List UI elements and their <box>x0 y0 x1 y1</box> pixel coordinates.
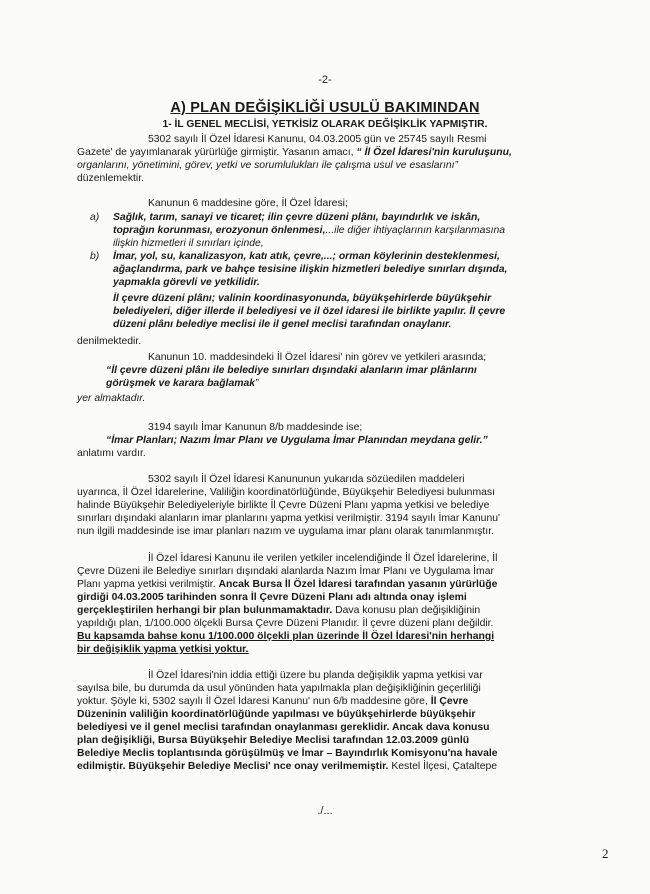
p1-line2-text: Gazete' de yayımlanarak yürürlüğe girmiştir. Yasanın amacı, <box>77 147 357 158</box>
p2-b-line1: İmar, yol, su, kanalizasyon, katı atık, çevre,...; orman köylerinin desteklenmesi, <box>113 251 500 262</box>
p7-line5-bold: belediyesi ve il genel meclisi tarafından onaylanması gereklidir. <box>77 722 390 733</box>
p6-line3 <box>77 579 497 591</box>
p6-line3-text: Planı yapma yetkisi verilmiştir. <box>77 579 219 590</box>
p6-line8: bir değişiklik yapma yetkisi yoktur. <box>77 644 249 655</box>
p2-a-line2 <box>113 225 505 237</box>
p5-line5: nun ilgili maddesinde ise imar planları nazım ve uygulama imar planı olarak tanımlanmıştır. <box>77 526 494 537</box>
p7-line8 <box>77 761 497 773</box>
p3-end: yer almaktadır. <box>77 393 146 404</box>
p3-quote-line1: “İl çevre düzeni plânı ile belediye sınırları dışındaki alanların imar plânlarını <box>106 365 477 376</box>
p4-quote: “İmar Planları; Nazım İmar Planı ve Uygulama İmar Planından meydana gelir.” <box>106 435 488 446</box>
p3-quote-line2 <box>106 378 258 390</box>
p6-line5-text: Dava konusu plan değişikliğinin <box>332 605 481 616</box>
p1-line1: 5302 sayılı İl Özel İdaresi Kanunu, 04.03.2005 gün ve 25745 sayılı Resmi <box>148 134 487 145</box>
p5-line3: halinde Büyükşehir Belediyeleriyle birlikte İl Çevre Düzeni Planı yapma yetkisi ve belediye <box>77 500 490 511</box>
list-marker-a: a) <box>90 212 100 223</box>
p6-line5 <box>77 605 480 617</box>
p7-line6: plan değişikliği, Bursa Büyükşehir Belediye Meclisi tarafından 12.03.2009 günlü <box>77 735 470 746</box>
p2-b-line2: ağaçlandırma, park ve bahçe tesisine ilişkin hizmetleri belediye sınırları dışında, <box>113 264 508 275</box>
p3-quote-close: ” <box>255 378 259 389</box>
p6-line4: girdiği 04.03.2005 tarihinden sonra İl Çevre Düzeni Planı adı altında onay işlemi <box>77 592 467 603</box>
p3-intro: Kanunun 10. maddesindeki İl Özel İdaresi' nin görev ve yetkileri arasında; <box>148 352 487 363</box>
p1-line4: düzenlemektir. <box>77 173 144 184</box>
p2-a-line3: ilişkin hizmetleri il sınırları içinde, <box>113 238 264 249</box>
p2-a-line1: Sağlık, tarım, sanayi ve ticaret; ilin çevre düzeni plânı, bayındırlık ve iskân, <box>113 212 481 223</box>
p2-c-line2: belediyeleri, diğer illerde il belediyesi ve il özel idaresi ile birlikte yapılır. İl çevre <box>113 306 506 317</box>
p6-line2: Çevre Düzeni ile Belediye sınırları dışındaki alanlarda Nazım İmar Planı ve Uygulama İmar <box>77 566 494 577</box>
list-marker-b: b) <box>90 251 100 262</box>
p2-a-line2-bold: toprağın korunması, erozyonun önlenmesi, <box>113 225 326 236</box>
section-heading: A) PLAN DEĞİŞİKLİĞİ USULÜ BAKIMINDAN <box>170 100 480 116</box>
p7-line3-text: yoktur. Şöyle ki, 5302 sayılı İl Özel İdaresi Kanunu' nun 6/b maddesine göre, <box>77 696 431 707</box>
p4-end: anlatımı vardır. <box>77 448 146 459</box>
footer-page-number: 2 <box>602 846 609 861</box>
p5-line1: 5302 sayılı İl Özel İdaresi Kanununun yukarıda sözüedilen maddeleri <box>148 474 465 485</box>
p2-intro: Kanunun 6 maddesine göre, İl Özel İdaresi; <box>148 198 348 209</box>
p7-line8-bold: edilmiştir. Büyükşehir Belediye Meclisi' nce onay verilmemiştir. <box>77 761 389 772</box>
continuation-marker: ./... <box>317 805 333 817</box>
p7-line2: sayılsa bile, bu durumda da usul yönünden hata yapılmakla plan değişikliğinin geçerliliği <box>77 683 481 694</box>
p1-line3: organlarını, yönetimini, görev, yetki ve sorumlulukları ile çalışma usul ve esaslarını” <box>77 160 458 171</box>
p6-line1: İl Özel İdaresi Kanunu ile verilen yetkiler incelendiğinde İl Özel İdarelerine, İl <box>148 553 498 564</box>
p6-line3-bold: Ancak Bursa İl Özel İdaresi tarafından yasanın yürürlüğe <box>218 579 498 590</box>
p1-line2-quote: “ İl Özel İdaresi'nin kuruluşunu, <box>356 147 512 158</box>
p7-line8-text: Kestel İlçesi, Çataltepe <box>388 761 498 772</box>
p7-line4: Düzeninin valiliğin koordinatörlüğünde yapılması ve büyükşehirlerde büyükşehir <box>77 709 476 720</box>
p2-c-line3: düzeni plânı belediye meclisi ile il genel meclisi tarafından onaylanır. <box>113 319 452 330</box>
section-subheading: 1- İL GENEL MECLİSİ, YETKİSİZ OLARAK DEĞİŞİKLİK YAPMIŞTIR. <box>162 119 488 130</box>
p4-intro: 3194 sayılı İmar Kanunun 8/b maddesinde ise; <box>148 422 363 433</box>
p2-b-line3: yapmakla görevli ve yetkilidir. <box>113 277 260 288</box>
p1-line2 <box>77 147 512 159</box>
p3-quote-line2-bold: görüşmek ve karara bağlamak <box>106 378 256 389</box>
p7-line7: Belediye Meclis toplantısında görüşülmüş ve İmar – Bayındırlık Komisyonu'na havale <box>77 748 498 759</box>
p6-line6: yapıldığı plan, 1/100.000 ölçekli Bursa Çevre Düzeni Planıdır. İl çevre düzeni planı değildir. <box>77 618 494 629</box>
p2-a-line2-italic: ...ile diğer ihtiyaçlarının karşılanmasına <box>325 225 506 236</box>
p2-c-line1: İl çevre düzeni plânı; valinin koordinasyonunda, büyükşehirlerde büyükşehir <box>113 293 492 304</box>
p5-line2: uyarınca, İl Özel İdarelerine, Valiliğin koordinatörlüğünde, Büyükşehir Belediyesi bulunması <box>77 487 495 498</box>
p7-line5-bold2: Ancak dava konusu <box>389 722 490 733</box>
p7-line3-bold: İl Çevre <box>430 696 469 707</box>
p7-line1: İl Özel İdaresi'nin iddia ettiği üzere bu planda değişiklik yapma yetkisi var <box>148 670 483 681</box>
p7-line3 <box>77 696 468 708</box>
page-marker: -2- <box>318 74 332 86</box>
p2-end: denilmektedir. <box>77 336 142 347</box>
p7-line5 <box>77 722 490 734</box>
p6-line7: Bu kapsamda bahse konu 1/100.000 ölçekli plan üzerinde İl Özel İdaresi'nin herhangi <box>77 631 495 642</box>
p5-line4: sınırları dışındaki alanların imar planlarını yapma yetkisi verilmiştir. 3194 sayılı İmar Kanunu' <box>77 513 500 524</box>
p6-line5-bold: gerçekleştirilen herhangi bir plan bulunmamaktadır. <box>77 605 333 616</box>
